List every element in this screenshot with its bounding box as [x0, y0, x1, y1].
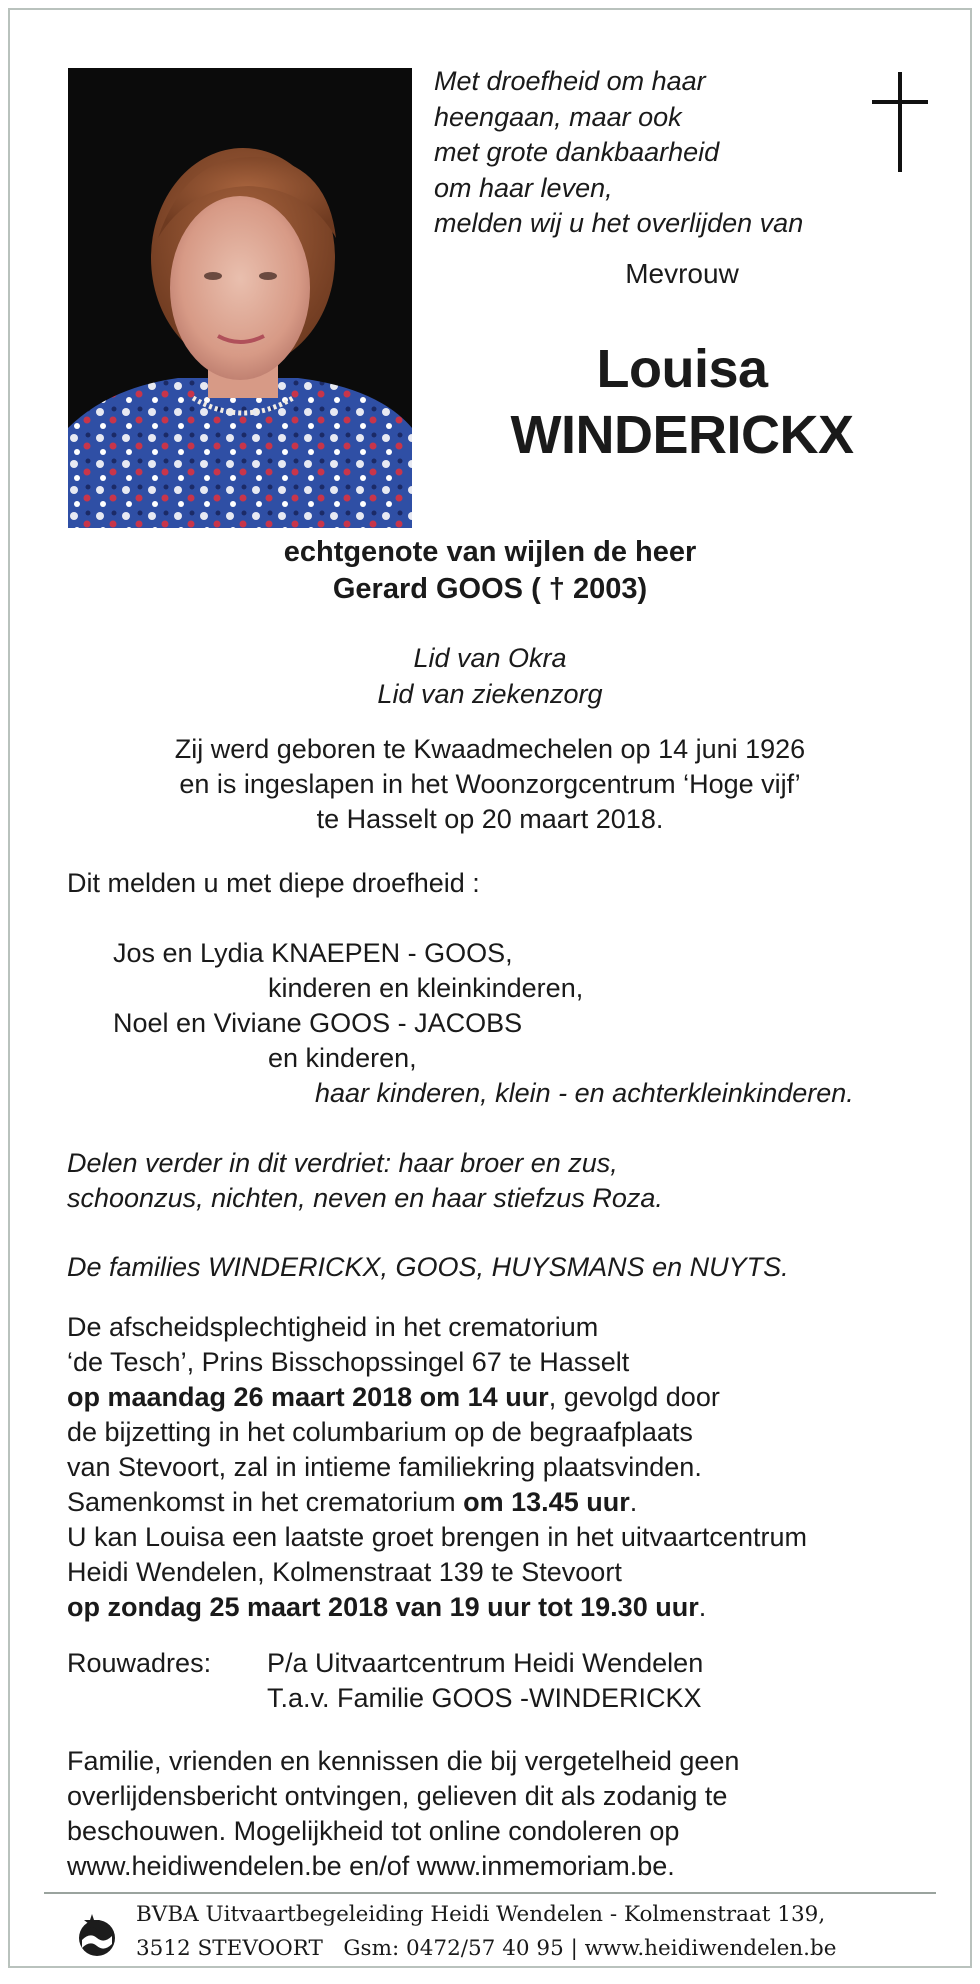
ceremony-line: Heidi Wendelen, Kolmenstraat 139 te Stevoort: [67, 1557, 622, 1587]
ceremony-line: De afscheidsplechtigheid in het crematorium: [67, 1312, 599, 1342]
sharing-line: schoonzus, nichten, neven en haar stiefzus Roza.: [67, 1183, 663, 1213]
ceremony-line: van Stevoort, zal in intieme familiekring plaatsvinden.: [67, 1452, 702, 1482]
memberships: [10, 640, 970, 712]
mourning-address: [67, 1646, 947, 1716]
family-line: en kinderen,: [268, 1043, 417, 1073]
birth-death-info: [10, 732, 970, 837]
membership-line: Lid van ziekenzorg: [377, 679, 603, 709]
ceremony-text: .: [629, 1487, 638, 1517]
spouse-info: [10, 534, 970, 608]
sharing-text: [67, 1146, 947, 1216]
cross-icon: [872, 72, 932, 172]
address-value: P/a Uitvaartcentrum Heidi Wendelen: [267, 1648, 704, 1678]
sharing-line: Delen verder in dit verdriet: haar broer en zus,: [67, 1148, 618, 1178]
family-line: haar kinderen, klein - en achterkleinkinderen.: [315, 1078, 854, 1108]
membership-line: Lid van Okra: [413, 643, 567, 673]
born-line: te Hasselt op 20 maart 2018.: [316, 804, 664, 834]
footer-line: BVBA Uitvaartbegeleiding Heidi Wendelen - Kolmenstraat 139,: [136, 1902, 826, 1927]
closing-text: [67, 1744, 947, 1884]
spouse-line: Gerard GOOS ( † 2003): [332, 573, 648, 605]
ceremony-line: [67, 1380, 947, 1415]
closing-line: Familie, vrienden en kennissen die bij vergetelheid geen: [67, 1746, 740, 1776]
closing-line: overlijdensbericht ontvingen, gelieven dit als zodanig te: [67, 1781, 728, 1811]
intro-line: met grote dankbaarheid: [434, 137, 720, 167]
intro-line: heengaan, maar ook: [434, 101, 682, 132]
last-name: WINDERICKX: [510, 405, 854, 465]
ceremony-line: de bijzetting in het columbarium op de begraafplaats: [67, 1417, 693, 1447]
portrait-photo: [68, 68, 412, 528]
footer-line: 3512 STEVOORT Gsm: 0472/57 40 95 | www.heidiwendelen.be: [136, 1936, 837, 1961]
portrait-image: [68, 68, 412, 528]
address-line: T.a.v. Familie GOOS -WINDERICKX: [267, 1683, 702, 1713]
families-line: De families WINDERICKX, GOOS, HUYSMANS en NUYTS.: [67, 1252, 789, 1282]
ceremony-line: [67, 1485, 947, 1520]
address-line: [67, 1646, 947, 1681]
intro-line: om haar leven,: [434, 172, 613, 203]
family-line: Noel en Viviane GOOS - JACOBS: [113, 1008, 523, 1038]
born-line: en is ingeslapen in het Woonzorgcentrum ‘Hoge vijf’: [179, 769, 801, 799]
salutation: Mevrouw: [625, 258, 739, 289]
announce-intro: Dit melden u met diepe droefheid :: [67, 868, 480, 898]
ceremony-date: op maandag 26 maart 2018 om 14 uur: [67, 1382, 549, 1412]
family-line: Jos en Lydia KNAEPEN - GOOS,: [113, 938, 513, 968]
ceremony-text: , gevolgd door: [548, 1382, 720, 1412]
ceremony-info: [67, 1310, 947, 1625]
deceased-name: [412, 336, 952, 468]
footer-divider: [44, 1892, 936, 1894]
ceremony-text: Samenkomst in het crematorium: [67, 1487, 464, 1517]
heidi-wendelen-logo: [74, 1908, 120, 1958]
obituary-card: [8, 8, 972, 1968]
ceremony-line: U kan Louisa een laatste groet brengen in het uitvaartcentrum: [67, 1522, 807, 1552]
closing-line: www.heidiwendelen.be en/of www.inmemoriam.be.: [67, 1851, 675, 1881]
closing-line: beschouwen. Mogelijkheid tot online condoleren op: [67, 1816, 680, 1846]
family-list: [67, 936, 947, 1111]
family-line: kinderen en kleinkinderen,: [268, 973, 584, 1003]
ceremony-text: .: [698, 1592, 707, 1622]
intro-text: [434, 64, 864, 242]
intro-line: melden wij u het overlijden van: [434, 208, 804, 238]
intro-line: Met droefheid om haar: [434, 66, 706, 96]
born-line: Zij werd geboren te Kwaadmechelen op 14 juni 1926: [174, 734, 806, 764]
spouse-line: echtgenote van wijlen de heer: [283, 536, 697, 568]
footer-text: [136, 1898, 936, 1966]
address-label: Rouwadres:: [67, 1648, 212, 1678]
ceremony-line: [67, 1590, 947, 1625]
ceremony-line: ‘de Tesch’, Prins Bisschopssingel 67 te Hasselt: [67, 1347, 630, 1377]
first-name: Louisa: [596, 339, 768, 399]
visitation-date: op zondag 25 maart 2018 van 19 uur tot 19.30 uur: [67, 1592, 699, 1622]
gathering-time: om 13.45 uur: [463, 1487, 630, 1517]
